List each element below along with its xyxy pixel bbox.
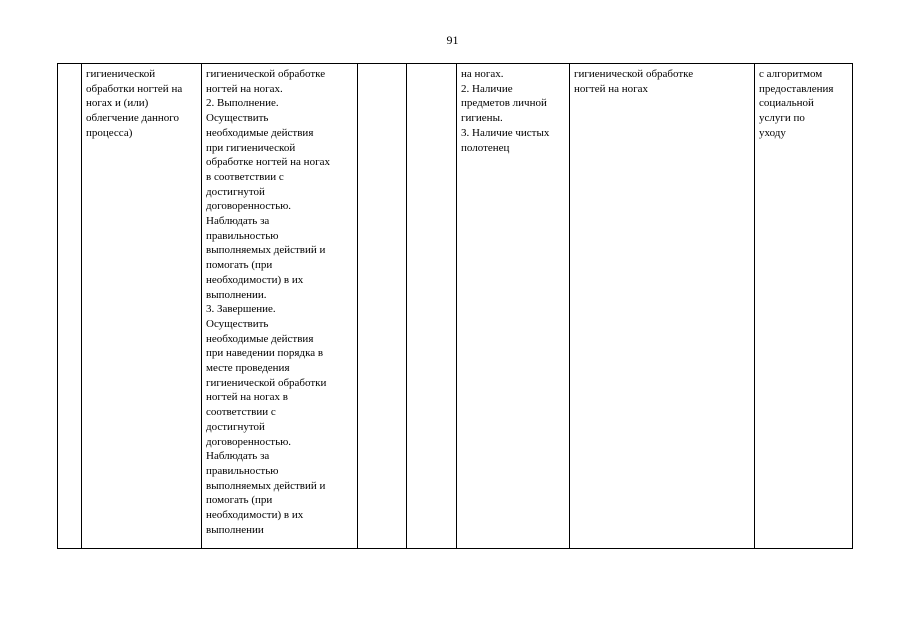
page-number: 91 [446, 33, 459, 47]
cell-empty-2 [407, 64, 457, 549]
cell-service-name [82, 64, 202, 549]
cell-conditions-text: на ногах. 2. Наличие предметов личной гигиены. 3. Наличие чистых полотенец [461, 68, 550, 154]
cell-service-description [202, 64, 358, 549]
cell-result [570, 64, 755, 549]
cell-service-description-text: гигиенической обработке ногтей на ногах. 2. Выполнение. Осуществить необходимые действия при гигиенической обработке ногтей на ногах в соответствии с достигнутой договоренностью. Наблюдать за правильностью выполняемых действий и помогать (при необходимости) в их выполнении. 3. Завершение. Осуществить необходимые действия при наведении порядка в месте проведения гигиенической обработки ногтей на ногах в соответствии с достигнутой договоренностью. Наблюдать за правильностью выполняемых действий и помогать (при необходимости) в их выполнении [206, 68, 330, 536]
cell-algorithm [755, 64, 853, 549]
table-row [58, 64, 853, 549]
cell-result-text: гигиенической обработке ногтей на ногах [574, 68, 694, 95]
cell-empty-1 [358, 64, 407, 549]
service-table [57, 63, 853, 549]
cell-conditions [457, 64, 570, 549]
cell-number [58, 64, 82, 549]
cell-algorithm-text: с алгоритмом предоставления социальной услуги по уходу [759, 68, 834, 139]
cell-service-name-text: гигиенической обработки ногтей на ногах и (или) облегчение данного процесса) [86, 68, 183, 139]
